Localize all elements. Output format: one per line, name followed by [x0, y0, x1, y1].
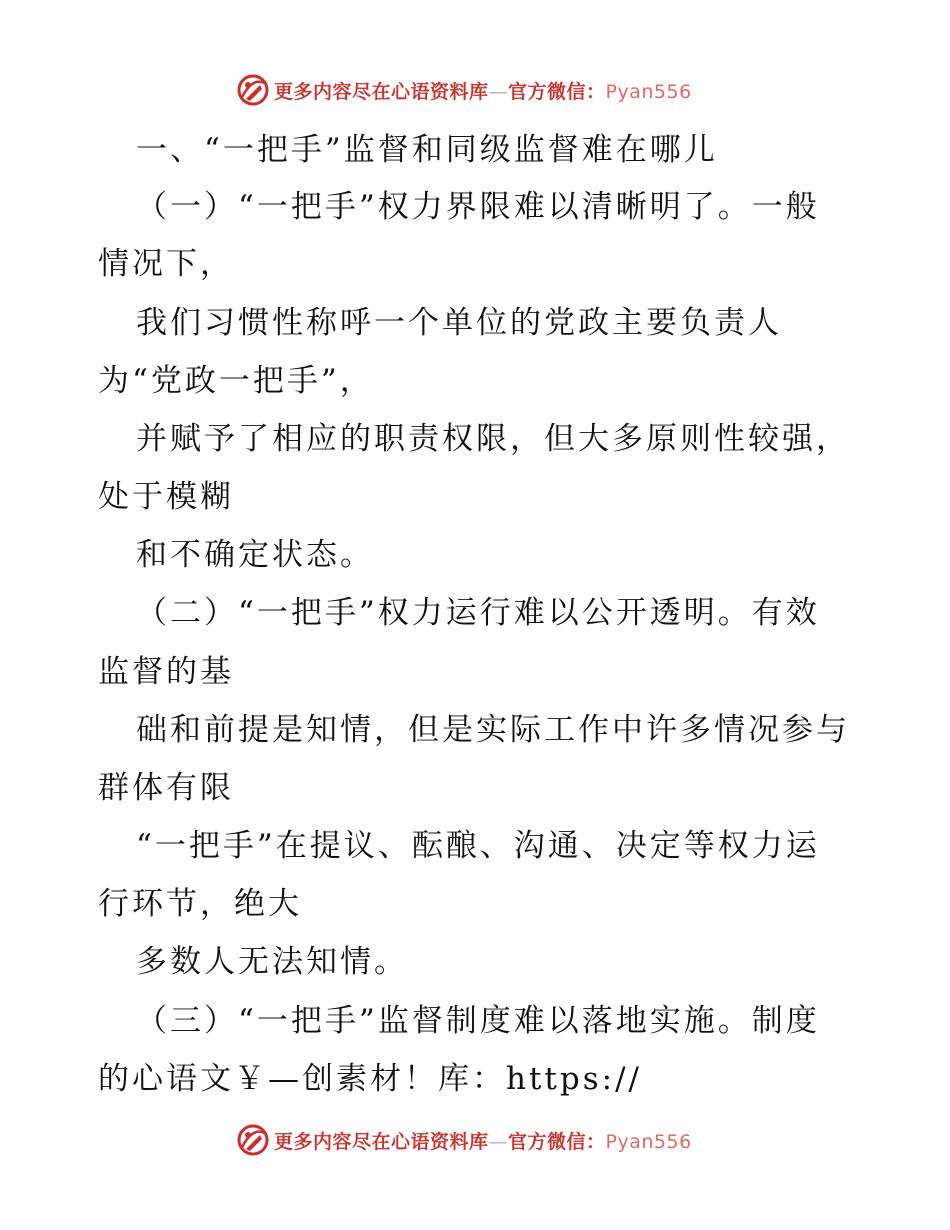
- brand-logo-icon: [236, 1123, 270, 1157]
- footer-banner-text: [274, 1127, 692, 1154]
- header-banner-main: 更多内容尽在心语资料库: [274, 80, 489, 103]
- paragraph-line: （一）“一把手”权力界限难以清晰明了。一般: [136, 189, 820, 225]
- paragraph-line: 的心语文￥—创素材！库：https://: [98, 1061, 642, 1097]
- footer-banner-sub: 官方微信：: [508, 1130, 606, 1153]
- paragraph-line: “一把手”在提议、酝酿、沟通、决定等权力运: [136, 828, 820, 864]
- paragraph-line: 监督的基: [98, 654, 234, 690]
- paragraph-line: 情况下，: [98, 246, 234, 282]
- paragraph-line: 为“党政一把手”，: [98, 363, 374, 399]
- footer-banner-sep: —: [488, 1130, 509, 1153]
- footer-banner-main: 更多内容尽在心语资料库: [274, 1130, 489, 1153]
- paragraph-line: （二）“一把手”权力运行难以公开透明。有效: [136, 595, 820, 631]
- header-banner-sep: —: [488, 80, 509, 103]
- paragraph-line: （三）“一把手”监督制度难以落地实施。制度: [136, 1003, 820, 1039]
- paragraph-line: 多数人无法知情。: [136, 944, 408, 980]
- paragraph-line: 础和前提是知情，但是实际工作中许多情况参与: [136, 712, 850, 748]
- header-banner-account: Pyan556: [605, 80, 692, 103]
- footer-banner: [236, 1122, 692, 1158]
- footer-banner-account: Pyan556: [605, 1130, 692, 1153]
- paragraph-line: 处于模糊: [98, 479, 234, 515]
- section-heading: 一、“一把手”监督和同级监督难在哪儿: [136, 132, 718, 168]
- paragraph-line: 我们习惯性称呼一个单位的党政主要负责人: [136, 305, 782, 341]
- paragraph-line: 和不确定状态。: [136, 537, 374, 573]
- paragraph-line: 群体有限: [98, 770, 234, 806]
- paragraph-line: 并赋予了相应的职责权限，但大多原则性较强，: [136, 421, 850, 457]
- paragraph-line: 行环节，绝大: [98, 886, 302, 922]
- header-banner-sub: 官方微信：: [508, 80, 606, 103]
